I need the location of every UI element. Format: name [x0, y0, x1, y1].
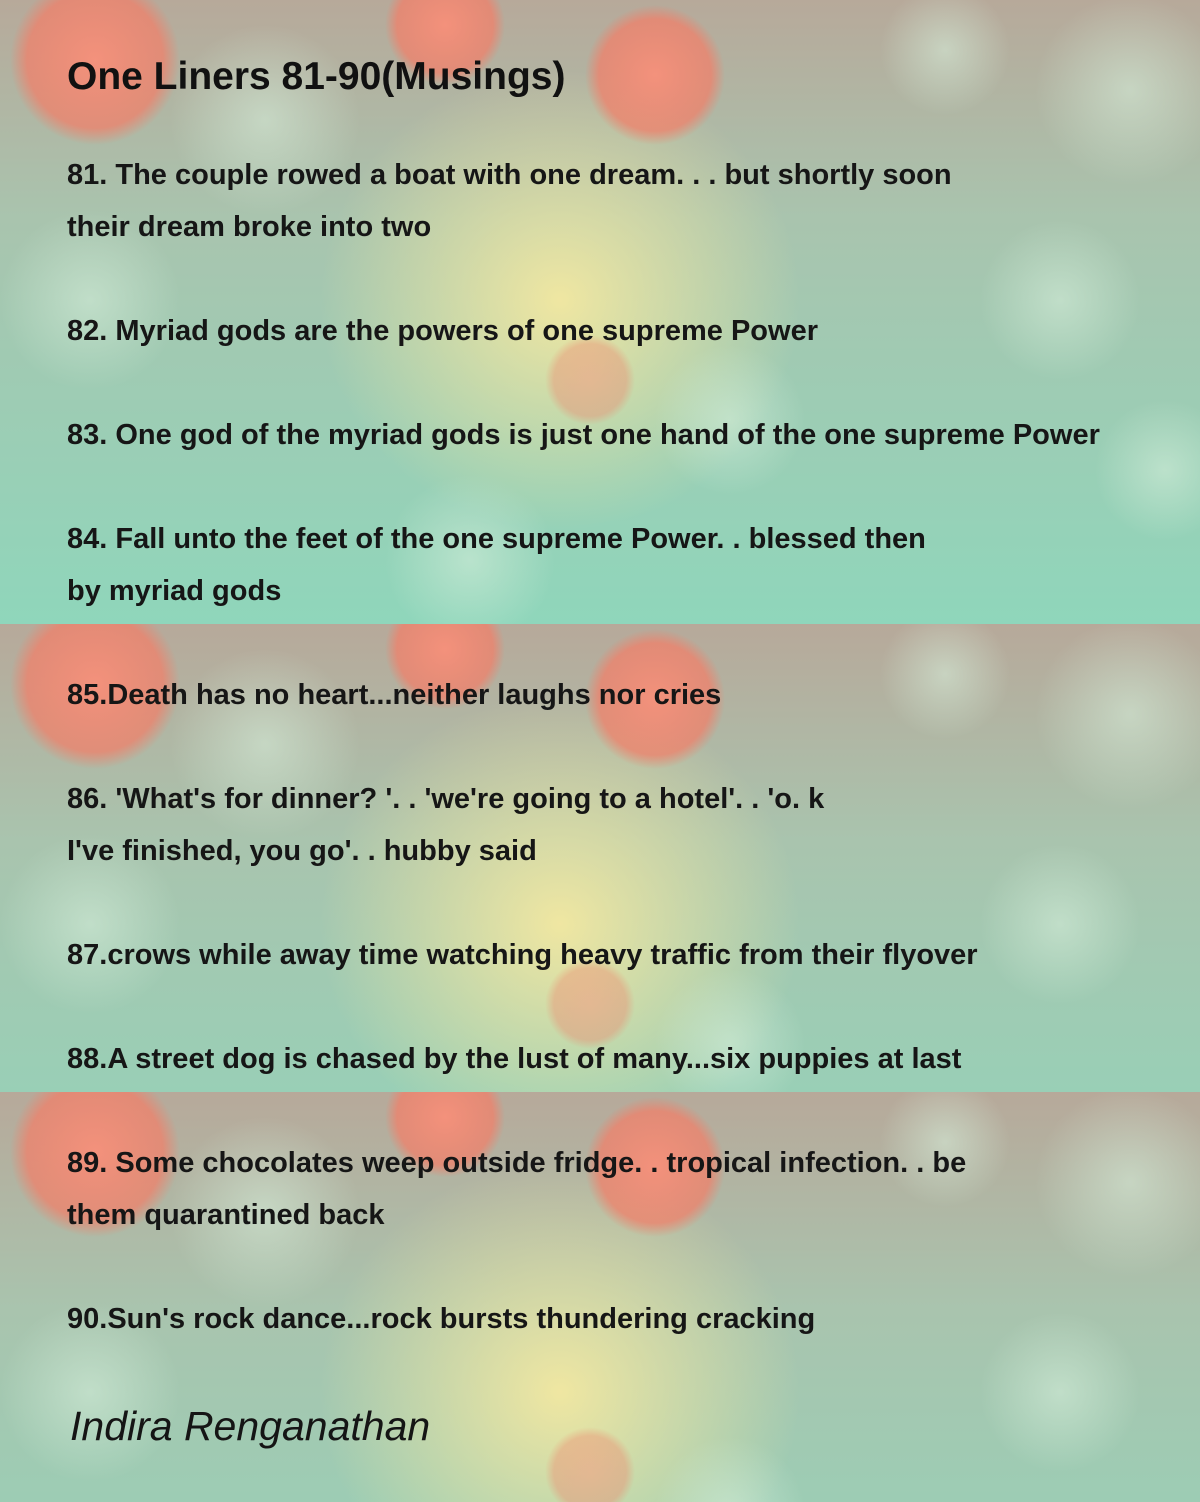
poem-line: 81. The couple rowed a boat with one dream. . . but shortly soon — [67, 159, 952, 191]
poem-line: 82. Myriad gods are the powers of one supreme Power — [67, 315, 818, 347]
poem-line: 87.crows while away time watching heavy traffic from their flyover — [67, 939, 978, 971]
poem-line: 84. Fall unto the feet of the one supreme Power. . blessed then — [67, 523, 926, 555]
poem-line: their dream broke into two — [67, 211, 432, 243]
poem-line: 89. Some chocolates weep outside fridge. . tropical infection. . be — [67, 1147, 967, 1179]
poem-line: 90.Sun's rock dance...rock bursts thundering cracking — [67, 1303, 816, 1335]
poem-line: 85.Death has no heart...neither laughs nor cries — [67, 679, 722, 711]
poem-line: 83. One god of the myriad gods is just one hand of the one supreme Power — [67, 419, 1100, 451]
poem-line: 86. 'What's for dinner? '. . 'we're going to a hotel'. . 'o. k — [67, 783, 825, 815]
poem-line: 88.A street dog is chased by the lust of many...six puppies at last — [67, 1043, 962, 1075]
poem-title: One Liners 81-90(Musings) — [67, 55, 566, 98]
poem-author: Indira Renganathan — [70, 1403, 431, 1449]
poem-line: them quarantined back — [67, 1199, 385, 1231]
poem-line: by myriad gods — [67, 575, 282, 607]
poem-line: I've finished, you go'. . hubby said — [67, 835, 537, 867]
